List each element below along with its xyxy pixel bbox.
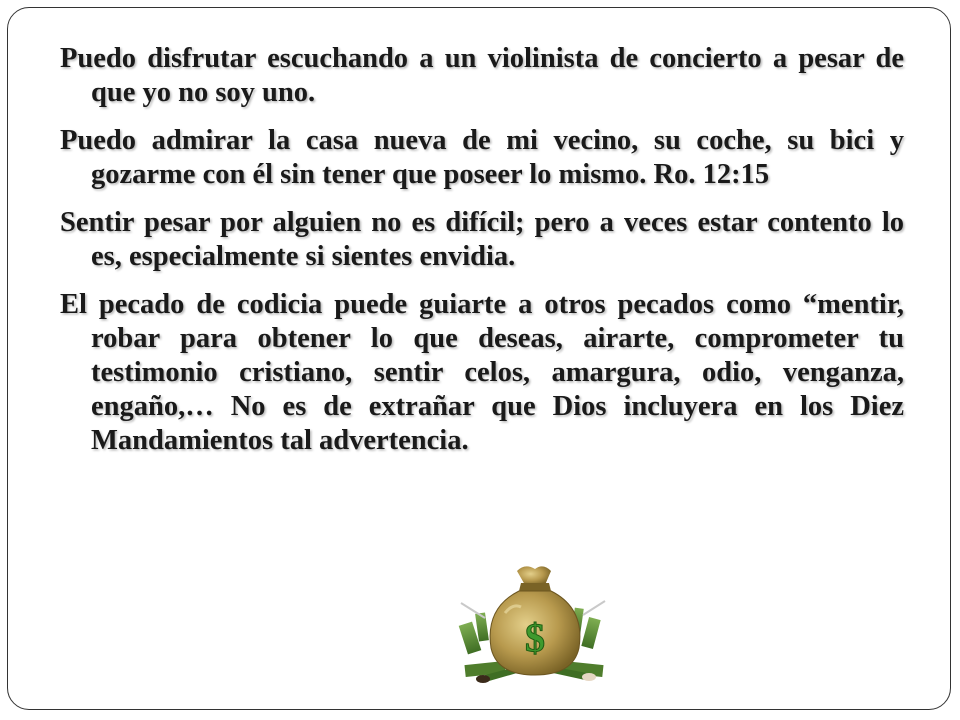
money-bag-illustration (455, 563, 615, 688)
paragraph-envy: Sentir pesar por alguien no es difícil; pero a veces estar contento lo es, especialmente si sientes envidia. (60, 207, 904, 272)
paragraph-covetousness: El pecado de codicia puede guiarte a otros pecados como “mentir, robar para obtener lo que deseas, airarte, comprometer tu testimonio cristiano, sentir celos, amargura, odio, venganza, engaño,… No es de extrañar que Dios incluyera en los Diez Mandamientos tal advertencia. (60, 289, 904, 456)
paragraph-violinist: Puedo disfrutar escuchando a un violinista de concierto a pesar de que yo no soy uno. (60, 43, 904, 108)
dollar-sign-icon: $ (525, 615, 545, 660)
slide-body (60, 42, 904, 458)
paragraph-neighbor: Puedo admirar la casa nueva de mi vecino, su coche, su bici y gozarme con él sin tener que poseer lo mismo. Ro. 12:15 (60, 125, 904, 190)
